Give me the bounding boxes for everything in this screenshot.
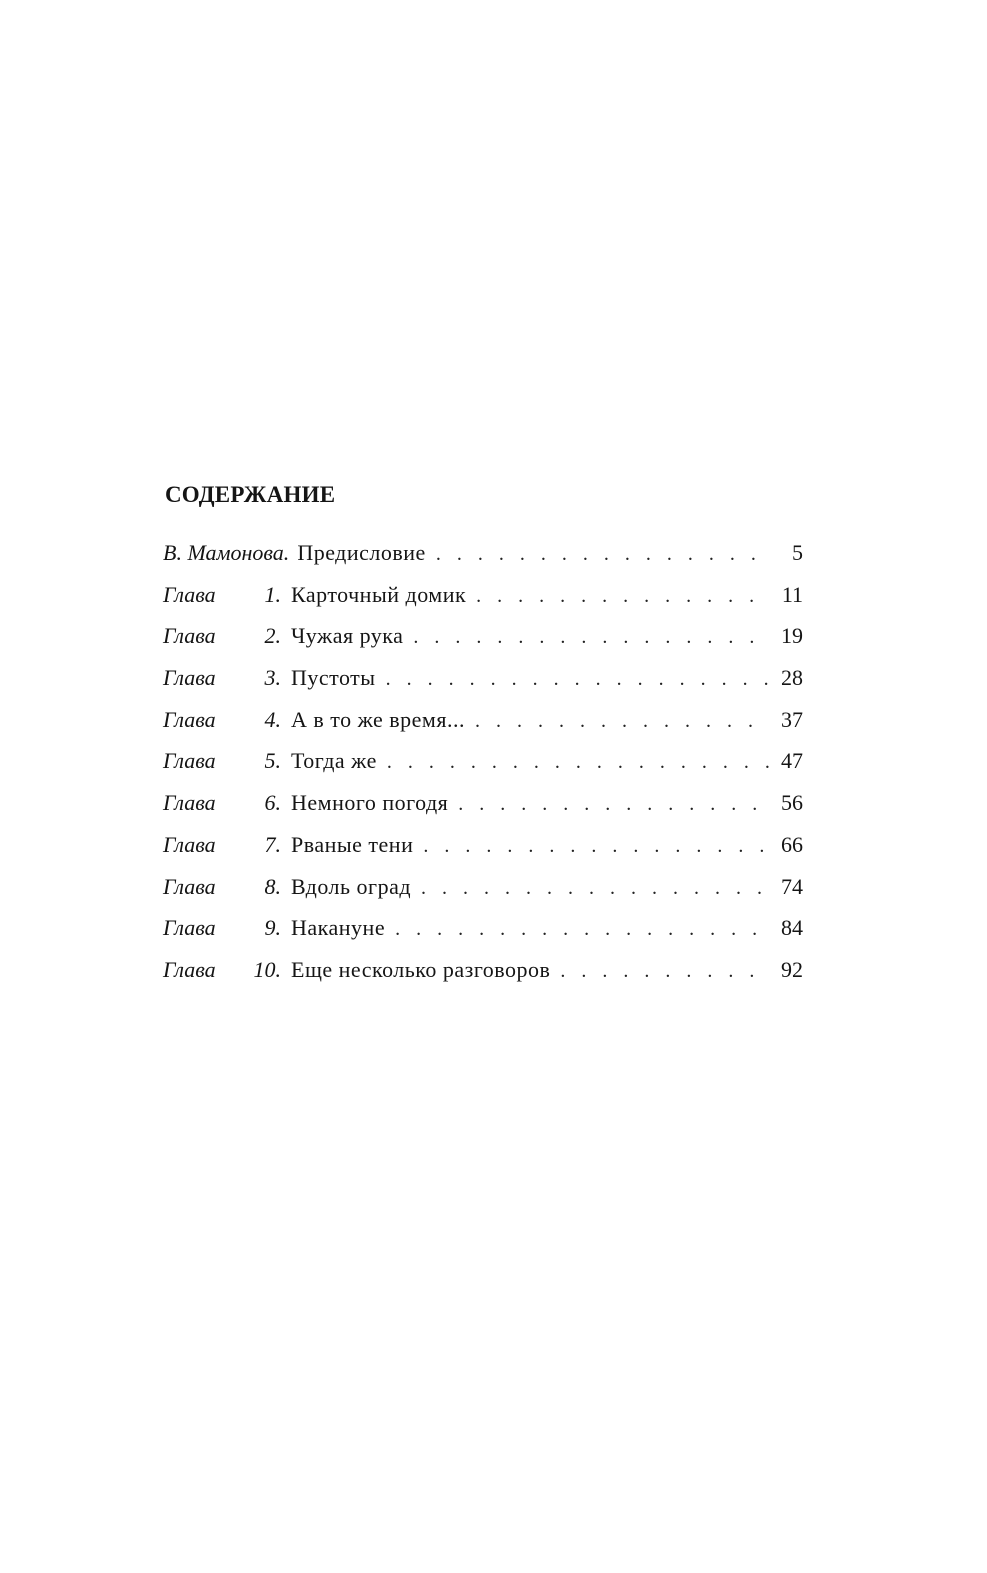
toc-heading: СОДЕРЖАНИЕ [165, 482, 336, 507]
toc-entry-chapter-6 [163, 790, 803, 832]
dot-leader [386, 668, 769, 691]
entry-page-number: 47 [781, 748, 803, 774]
entry-chapter-number: 1. [264, 581, 281, 607]
entry-page-number: 11 [781, 581, 803, 607]
entry-chapter-word: Глава [163, 623, 216, 649]
entry-prefix [163, 957, 291, 983]
entry-prefix [163, 874, 291, 900]
dot-leader [436, 543, 769, 566]
entry-chapter-word: Глава [163, 915, 216, 941]
entry-chapter-number: 9. [264, 915, 281, 941]
entry-prefix [163, 832, 291, 858]
entry-prefix [163, 582, 291, 608]
entry-chapter-number: 2. [264, 623, 281, 649]
dot-leader [387, 751, 769, 774]
entry-title: Рваные тени [291, 831, 414, 857]
entry-chapter-word: Глава [163, 831, 216, 857]
toc-entry-chapter-10 [163, 957, 803, 999]
dot-leader [560, 960, 769, 983]
entry-title: Карточный домик [291, 581, 467, 607]
entry-prefix [163, 623, 291, 649]
entry-page-number: 5 [792, 540, 803, 565]
entry-title: А в то же время... [291, 706, 465, 732]
entry-chapter-word: Глава [163, 706, 216, 732]
entry-page-number: 74 [781, 873, 803, 899]
toc-entry-chapter-7 [163, 832, 803, 874]
entry-prefix [163, 915, 291, 941]
entry-page-number: 19 [781, 623, 803, 649]
entry-chapter-word: Глава [163, 748, 216, 774]
dot-leader [458, 793, 769, 816]
entry-prefix [163, 665, 291, 691]
toc-entry-chapter-2 [163, 623, 803, 665]
dot-leader [423, 835, 769, 858]
entry-page-number: 28 [781, 665, 803, 691]
entry-author: В. Мамонова. [163, 540, 290, 565]
entry-prefix [163, 790, 291, 816]
toc-entry-preface [163, 540, 803, 582]
entry-chapter-word: Глава [163, 790, 216, 816]
entry-title: Вдоль оград [291, 873, 412, 899]
entry-chapter-word: Глава [163, 665, 216, 691]
entry-prefix [163, 540, 297, 566]
entry-chapter-number: 10. [253, 956, 281, 982]
toc-entry-chapter-1 [163, 582, 803, 624]
toc-entry-chapter-5 [163, 748, 803, 790]
entry-chapter-number: 4. [264, 706, 281, 732]
toc-entry-chapter-9 [163, 915, 803, 957]
entry-chapter-number: 7. [264, 831, 281, 857]
toc-entry-chapter-4 [163, 707, 803, 749]
table-of-contents [163, 540, 803, 999]
entry-page-number: 92 [781, 956, 803, 982]
entry-page-number: 66 [781, 831, 803, 857]
entry-prefix [163, 748, 291, 774]
dot-leader [476, 585, 769, 608]
entry-prefix [163, 707, 291, 733]
entry-title: Накануне [291, 915, 386, 941]
dot-leader [475, 710, 769, 733]
entry-title: Чужая рука [291, 623, 404, 649]
entry-title: Предисловие [297, 540, 426, 565]
entry-chapter-number: 8. [264, 873, 281, 899]
entry-page-number: 37 [781, 706, 803, 732]
entry-page-number: 56 [781, 790, 803, 816]
dot-leader [395, 918, 769, 941]
entry-title: Еще несколько разговоров [291, 956, 551, 982]
entry-chapter-word: Глава [163, 956, 216, 982]
entry-chapter-word: Глава [163, 581, 216, 607]
entry-chapter-number: 5. [264, 748, 281, 774]
entry-title: Немного погодя [291, 790, 449, 816]
toc-entry-chapter-3 [163, 665, 803, 707]
entry-chapter-number: 3. [264, 665, 281, 691]
entry-chapter-number: 6. [264, 790, 281, 816]
entry-title: Тогда же [291, 748, 377, 774]
dot-leader [413, 626, 769, 649]
entry-chapter-word: Глава [163, 873, 216, 899]
dot-leader [421, 877, 769, 900]
toc-entry-chapter-8 [163, 874, 803, 916]
entry-title: Пустоты [291, 665, 376, 691]
entry-page-number: 84 [781, 915, 803, 941]
